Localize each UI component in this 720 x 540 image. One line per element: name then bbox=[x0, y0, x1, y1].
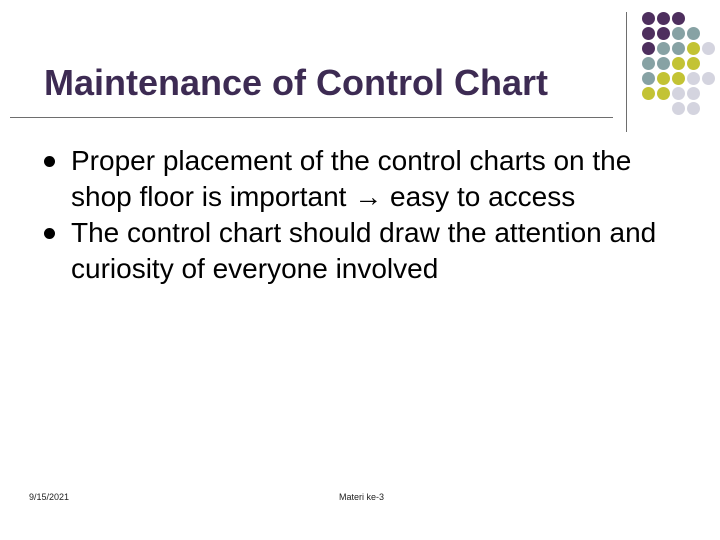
dot-light bbox=[687, 87, 700, 100]
dot-teal bbox=[687, 27, 700, 40]
dot-teal bbox=[672, 27, 685, 40]
dot-olive bbox=[642, 87, 655, 100]
dot-light bbox=[687, 102, 700, 115]
dot-purple bbox=[672, 12, 685, 25]
bullet-list bbox=[44, 143, 684, 287]
dot-olive bbox=[672, 57, 685, 70]
dot-light bbox=[687, 72, 700, 85]
dot-purple bbox=[642, 12, 655, 25]
dot-olive bbox=[657, 72, 670, 85]
bullet-dot-icon bbox=[44, 228, 55, 239]
title-underline bbox=[10, 117, 613, 118]
dot-teal bbox=[672, 42, 685, 55]
dot-teal bbox=[657, 42, 670, 55]
dot-olive bbox=[687, 42, 700, 55]
bullet-dot-icon bbox=[44, 156, 55, 167]
dot-olive bbox=[657, 87, 670, 100]
dot-purple bbox=[657, 27, 670, 40]
dot-light bbox=[672, 102, 685, 115]
decorative-dot-grid bbox=[640, 12, 720, 122]
dot-teal bbox=[657, 57, 670, 70]
dot-light bbox=[672, 87, 685, 100]
bullet-text: The control chart should draw the attention and curiosity of everyone involved bbox=[71, 217, 657, 284]
vertical-divider bbox=[626, 12, 627, 132]
slide-title: Maintenance of Control Chart bbox=[44, 62, 549, 103]
dot-purple bbox=[642, 42, 655, 55]
footer-label: Materi ke-3 bbox=[339, 492, 385, 502]
bullet-item bbox=[44, 143, 684, 215]
dot-teal bbox=[642, 72, 655, 85]
bullet-item bbox=[44, 215, 684, 287]
dot-olive bbox=[687, 57, 700, 70]
dot-teal bbox=[642, 57, 655, 70]
dot-light bbox=[702, 42, 715, 55]
bullet-text: Proper placement of the control charts on the shop floor is important → easy to access bbox=[71, 145, 632, 212]
dot-olive bbox=[672, 72, 685, 85]
dot-purple bbox=[657, 12, 670, 25]
dot-light bbox=[702, 72, 715, 85]
dot-purple bbox=[642, 27, 655, 40]
footer-date: 9/15/2021 bbox=[29, 492, 70, 502]
